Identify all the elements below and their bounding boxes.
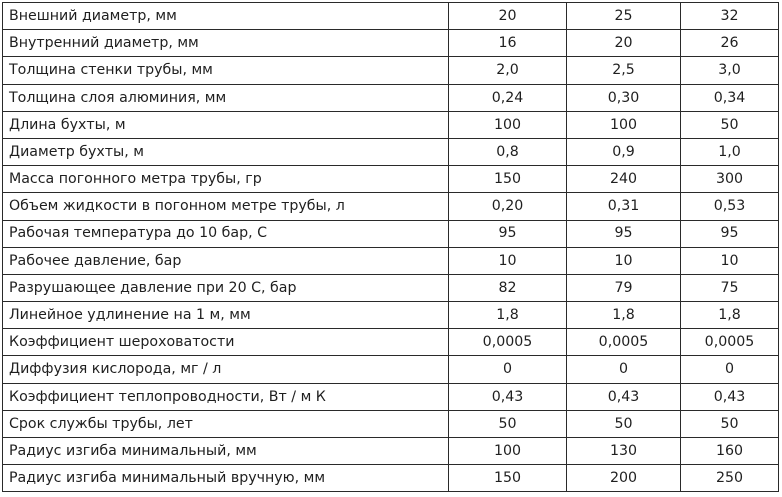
value-cell: 0,53 xyxy=(681,193,779,220)
table-row xyxy=(3,3,779,30)
value-cell: 300 xyxy=(681,166,779,193)
parameter-name-cell: Радиус изгиба минимальный, мм xyxy=(3,438,449,465)
parameter-name-cell: Диффузия кислорода, мг / л xyxy=(3,356,449,383)
parameter-name-cell: Рабочая температура до 10 бар, С xyxy=(3,220,449,247)
value-cell: 150 xyxy=(449,465,567,492)
value-cell: 0,0005 xyxy=(567,329,681,356)
value-cell: 26 xyxy=(681,30,779,57)
value-cell: 75 xyxy=(681,274,779,301)
value-cell: 0,0005 xyxy=(681,329,779,356)
value-cell: 1,8 xyxy=(449,302,567,329)
value-cell: 50 xyxy=(681,410,779,437)
value-cell: 25 xyxy=(567,3,681,30)
value-cell: 95 xyxy=(567,220,681,247)
value-cell: 2,0 xyxy=(449,57,567,84)
value-cell: 1,8 xyxy=(567,302,681,329)
parameter-name-cell: Внутренний диаметр, мм xyxy=(3,30,449,57)
parameter-name-cell: Коэффициент шероховатости xyxy=(3,329,449,356)
value-cell: 20 xyxy=(449,3,567,30)
value-cell: 0 xyxy=(567,356,681,383)
value-cell: 240 xyxy=(567,166,681,193)
value-cell: 130 xyxy=(567,438,681,465)
value-cell: 150 xyxy=(449,166,567,193)
parameter-name-cell: Масса погонного метра трубы, гр xyxy=(3,166,449,193)
value-cell: 16 xyxy=(449,30,567,57)
value-cell: 200 xyxy=(567,465,681,492)
value-cell: 0,24 xyxy=(449,84,567,111)
parameter-name-cell: Длина бухты, м xyxy=(3,111,449,138)
parameter-name-cell: Объем жидкости в погонном метре трубы, л xyxy=(3,193,449,220)
value-cell: 50 xyxy=(449,410,567,437)
table-row xyxy=(3,465,779,492)
value-cell: 82 xyxy=(449,274,567,301)
table-row xyxy=(3,302,779,329)
value-cell: 50 xyxy=(567,410,681,437)
value-cell: 20 xyxy=(567,30,681,57)
value-cell: 0,43 xyxy=(449,383,567,410)
value-cell: 0,34 xyxy=(681,84,779,111)
parameter-name-cell: Толщина стенки трубы, мм xyxy=(3,57,449,84)
value-cell: 10 xyxy=(681,247,779,274)
table-row xyxy=(3,84,779,111)
parameter-name-cell: Линейное удлинение на 1 м, мм xyxy=(3,302,449,329)
parameter-name-cell: Радиус изгиба минимальный вручную, мм xyxy=(3,465,449,492)
value-cell: 0,20 xyxy=(449,193,567,220)
value-cell: 10 xyxy=(449,247,567,274)
parameter-name-cell: Диаметр бухты, м xyxy=(3,138,449,165)
table-row xyxy=(3,30,779,57)
table-row xyxy=(3,329,779,356)
value-cell: 79 xyxy=(567,274,681,301)
table-row xyxy=(3,166,779,193)
table-row xyxy=(3,383,779,410)
parameter-name-cell: Рабочее давление, бар xyxy=(3,247,449,274)
value-cell: 0,8 xyxy=(449,138,567,165)
value-cell: 100 xyxy=(449,111,567,138)
value-cell: 2,5 xyxy=(567,57,681,84)
parameter-name-cell: Срок службы трубы, лет xyxy=(3,410,449,437)
table-row xyxy=(3,193,779,220)
table-row xyxy=(3,356,779,383)
value-cell: 100 xyxy=(567,111,681,138)
value-cell: 1,0 xyxy=(681,138,779,165)
table-row xyxy=(3,220,779,247)
value-cell: 3,0 xyxy=(681,57,779,84)
value-cell: 0,31 xyxy=(567,193,681,220)
parameter-name-cell: Толщина слоя алюминия, мм xyxy=(3,84,449,111)
table-row xyxy=(3,247,779,274)
value-cell: 0,9 xyxy=(567,138,681,165)
specifications-table xyxy=(2,2,779,492)
value-cell: 0,30 xyxy=(567,84,681,111)
value-cell: 10 xyxy=(567,247,681,274)
table-row xyxy=(3,410,779,437)
table-row xyxy=(3,138,779,165)
value-cell: 0,43 xyxy=(567,383,681,410)
parameter-name-cell: Внешний диаметр, мм xyxy=(3,3,449,30)
value-cell: 1,8 xyxy=(681,302,779,329)
parameter-name-cell: Коэффициент теплопроводности, Вт / м К xyxy=(3,383,449,410)
value-cell: 160 xyxy=(681,438,779,465)
parameter-name-cell: Разрушающее давление при 20 С, бар xyxy=(3,274,449,301)
value-cell: 0,0005 xyxy=(449,329,567,356)
specifications-table-body xyxy=(3,3,779,492)
value-cell: 250 xyxy=(681,465,779,492)
value-cell: 50 xyxy=(681,111,779,138)
value-cell: 0 xyxy=(681,356,779,383)
table-row xyxy=(3,57,779,84)
value-cell: 0,43 xyxy=(681,383,779,410)
table-row xyxy=(3,111,779,138)
table-row xyxy=(3,274,779,301)
value-cell: 95 xyxy=(449,220,567,247)
value-cell: 32 xyxy=(681,3,779,30)
value-cell: 95 xyxy=(681,220,779,247)
table-row xyxy=(3,438,779,465)
value-cell: 0 xyxy=(449,356,567,383)
value-cell: 100 xyxy=(449,438,567,465)
